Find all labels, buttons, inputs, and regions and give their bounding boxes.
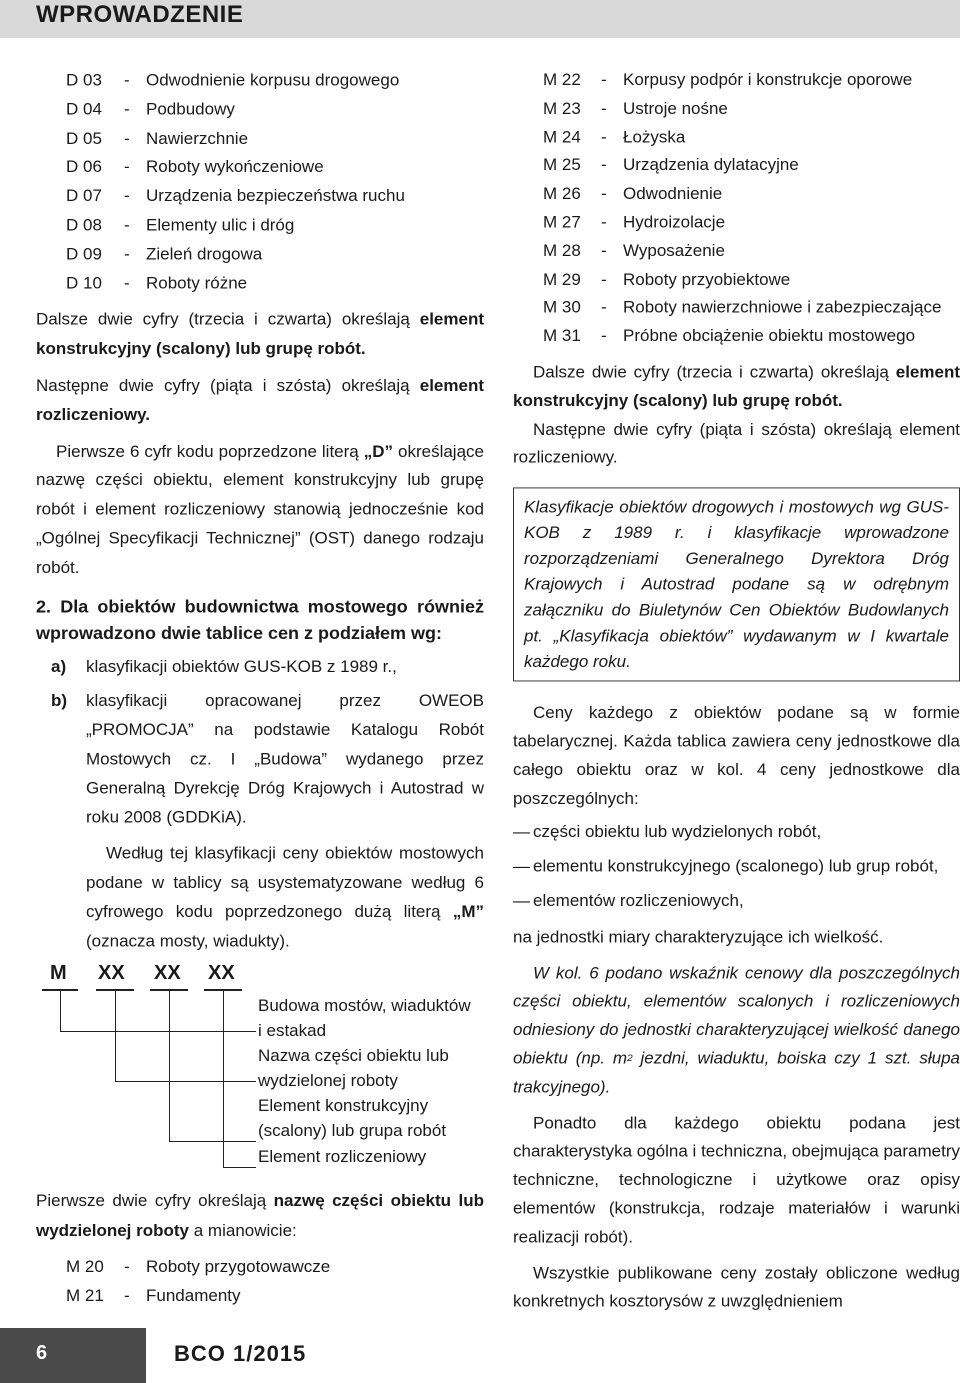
list-item-dash: -: [124, 1286, 130, 1306]
r-paragraph-characteristics: Ponadto dla każdego obiektu podana jest charakterystyka ogólna i techniczna, obejmująca parametry techniczne, technologiczne i użytkowe oraz opisy elementów (konstrukcja, rodzaje materiałów i warunki realizacji robót).: [513, 1113, 960, 1246]
list-item-name: Roboty przygotowawcze: [146, 1256, 331, 1276]
list-item-name: Odwodnienie: [623, 184, 723, 203]
list-item-dash: -: [601, 127, 607, 146]
list-item: [66, 153, 484, 182]
list-item-code: M 23: [543, 99, 581, 118]
list-item-dash: -: [124, 244, 130, 264]
list-item-dash: -: [601, 270, 607, 289]
dash-list-item: — części obiektu lub wydzielonych robót,: [513, 818, 960, 846]
section-2-heading: 2. Dla obiektów budownictwa mostowego również wprowadzono dwie tablice cen z podziałem wg:: [36, 596, 484, 643]
list-item-code: M 22: [543, 70, 581, 89]
list-item-dash: -: [601, 298, 607, 317]
right-column: [513, 66, 960, 1316]
paragraph-m-classification: Według tej klasyfikacji ceny obiektów mostowych podane w tablicy są usystematyzowane według 6 cyfrowego kodu poprzedzonego dużą literą „M” (oznacza mosty, wiadukty).: [86, 844, 484, 950]
list-item: [543, 322, 960, 350]
list-item-dash: -: [124, 215, 130, 235]
diagram-code-2: XX: [154, 962, 181, 984]
list-item-dash: -: [601, 327, 607, 346]
dash-list-item: — elementu konstrukcyjnego (scalonego) lub grup robót,: [513, 853, 960, 881]
connector-1: [115, 991, 116, 1081]
paragraph-fifth-sixth-digits: Następne dwie cyfry (piąta i szósta) określają element rozliczeniowy.: [36, 376, 484, 424]
diagram-code-3: XX: [208, 962, 235, 984]
r-paragraph-third-fourth-digits: Dalsze dwie cyfry (trzecia i czwarta) określają element konstrukcyjny (scalony) lub grupę robót.: [513, 363, 960, 410]
connector-2: [169, 991, 170, 1141]
paragraph-ost-code: Pierwsze 6 cyfr kodu poprzedzone literą „D” określające nazwę części obiektu, element konstrukcyjny lub grupę robót i element rozliczeniowy stanowią jednocześnie kod „Ogólnej Specyfikacji Technicznej” (OST) danego rodzaju robót.: [36, 442, 484, 577]
publication-title: BCO 1/2015: [174, 1341, 307, 1366]
connector-3-h: [223, 1167, 256, 1168]
unit-price-dash-list: [513, 818, 960, 915]
list-item-code: M 24: [543, 127, 581, 146]
diagram-label-1: Budowa mostów, wiaduktów i estakad: [258, 996, 471, 1040]
connector-m: [60, 991, 61, 1031]
list-item-name: Łożyska: [623, 127, 686, 146]
section-title: WPROWADZENIE: [36, 1, 244, 28]
list-item-code: M 31: [543, 327, 581, 346]
list-item-code: M 28: [543, 241, 581, 260]
diagram-label-4: Element rozliczeniowy: [258, 1147, 427, 1166]
list-item-name: Zieleń drogowa: [146, 244, 263, 264]
list-item-dash: -: [124, 1256, 130, 1276]
m-code-list-left: [66, 1252, 484, 1312]
list-item-dash: -: [124, 186, 130, 206]
list-item-dash: -: [124, 128, 130, 148]
list-item: [543, 151, 960, 179]
list-item: [66, 66, 484, 95]
list-item-code: M 25: [543, 156, 581, 175]
list-item-code: D 08: [66, 215, 102, 235]
list-item-name: Odwodnienie korpusu drogowego: [146, 70, 400, 90]
d-code-list: [66, 66, 484, 298]
list-item-name: Nawierzchnie: [146, 128, 249, 148]
connector-2-h: [169, 1141, 256, 1142]
list-item-code: D 03: [66, 70, 102, 90]
r-paragraph-price-tables: Ceny każdego z obiektów podane są w formie tabelarycznej. Każda tablica zawiera ceny jednostkowe dla całego obiektu oraz w kol. 4 ceny jednostkowe dla poszczególnych:: [513, 703, 960, 808]
list-item-name: Roboty wykończeniowe: [146, 157, 324, 177]
list-item-name: Wyposażenie: [623, 241, 725, 260]
classification-note-box: Klasyfikacje obiektów drogowych i mostowych wg GUS-KOB z 1989 r. i klasyfikacje wprowadzone rozporządzeniami Generalnego Dyrektora Dróg Krajowych i Autostrad podane są w odrębnym załączniku do Biuletynów Cen Obiektów Budowlanych pt. „Klasyfikacja obiektów” wydawanym w I kwartale każdego roku.: [513, 488, 960, 682]
page-number-box: [0, 1328, 146, 1383]
diagram-label-2: Nazwa części obiektu lub wydzielonej roboty: [258, 1046, 449, 1090]
list-item-code: M 29: [543, 270, 581, 289]
list-item-name: Urządzenia bezpieczeństwa ruchu: [146, 186, 405, 206]
list-item: [66, 1252, 484, 1282]
list-item-dash: -: [124, 99, 130, 119]
list-item: [543, 123, 960, 151]
code-structure-diagram: [36, 962, 484, 1172]
list-item-code: D 07: [66, 186, 102, 206]
list-item-name: Urządzenia dylatacyjne: [623, 156, 799, 175]
r-paragraph-units: na jednostki miary charakteryzujące ich wielkość.: [513, 927, 884, 946]
page-number: 6: [36, 1342, 48, 1364]
list-item: [543, 66, 960, 94]
list-item-dash: -: [601, 241, 607, 260]
r-paragraph-published-prices: Wszystkie publikowane ceny zostały obliczone według konkretnych kosztorysów z uwzględnieniem: [513, 1263, 960, 1311]
list-item-name: Hydroizolacje: [623, 213, 726, 232]
list-item-name: Elementy ulic i dróg: [146, 215, 295, 235]
list-item: [66, 124, 484, 153]
list-item-code: D 05: [66, 128, 102, 148]
list-item-code: M 20: [66, 1256, 104, 1276]
list-item: [66, 182, 484, 211]
list-item-dash: -: [601, 70, 607, 89]
diagram-code-1: XX: [98, 962, 125, 984]
list-item-code: M 26: [543, 184, 581, 203]
list-item-dash: -: [601, 99, 607, 118]
list-item-code: M 27: [543, 213, 581, 232]
list-item: [66, 269, 484, 298]
list-item: [66, 211, 484, 240]
list-item: [543, 180, 960, 208]
list-item-dash: -: [601, 184, 607, 203]
list-item-code: M 21: [66, 1286, 104, 1306]
left-column: [36, 66, 484, 956]
diagram-code-m: M: [50, 962, 67, 984]
list-item-dash: -: [601, 213, 607, 232]
list-item-name: Roboty nawierzchniowe i zabezpieczające: [623, 298, 942, 317]
r-paragraph-price-index: W kol. 6 podano wskaźnik cenowy dla poszczególnych części obiektu, elementów scalonych i rozliczeniowych odniesiony do jednostki charakteryzującej wielkość danego obiektu (np. $m^2$ jezdni, wiaduktu, boiska czy 1 szt. słupa trakcyjnego).: [513, 963, 960, 1096]
list-item-name: Podbudowy: [146, 99, 235, 119]
list-item-code: D 04: [66, 99, 102, 119]
diagram-label-3: Element konstrukcyjny (scalony) lub grupa robót: [258, 1096, 447, 1140]
list-item: [66, 240, 484, 269]
connector-3: [223, 991, 224, 1167]
dash-list-item: — elementów rozliczeniowych,: [513, 887, 960, 915]
item-a: a) klasyfikacji obiektów GUS-KOB z 1989 r.,: [51, 656, 397, 676]
list-item-name: Roboty przyobiektowe: [623, 270, 791, 289]
left-column-bottom: [36, 1186, 484, 1311]
list-item-code: D 10: [66, 273, 102, 293]
m-code-list-right: [543, 66, 960, 351]
list-item-dash: -: [601, 156, 607, 175]
list-item: [543, 265, 960, 293]
list-item-name: Próbne obciążenie obiektu mostowego: [623, 327, 916, 346]
list-item: [543, 208, 960, 236]
list-item-code: D 09: [66, 244, 102, 264]
list-item: [543, 94, 960, 122]
item-b: b) klasyfikacji opracowanej przez OWEOB „PROMOCJA” na podstawie Katalogu Robót Mostowych cz. I „Budowa” wydanego przez Generalną Dyrekcję Dróg Krajowych i Autostrad w roku 2008 (GDDKiA).: [51, 691, 484, 827]
list-item: [543, 294, 960, 322]
list-item-dash: -: [124, 273, 130, 293]
list-item-name: Roboty różne: [146, 273, 248, 293]
list-item-name: Ustroje nośne: [623, 99, 728, 118]
list-item: [543, 237, 960, 265]
list-item-code: M 30: [543, 298, 581, 317]
list-item-dash: -: [124, 70, 130, 90]
connector-1-h: [115, 1081, 256, 1082]
r-paragraph-fifth-sixth-digits: Następne dwie cyfry (piąta i szósta) określają element rozliczeniowy.: [513, 420, 960, 467]
page-header: [0, 0, 960, 38]
list-item: [66, 1281, 484, 1311]
connector-m-h: [60, 1031, 256, 1032]
list-item-dash: -: [124, 157, 130, 177]
paragraph-first-digits: Pierwsze dwie cyfry określają nazwę części obiektu lub wydzielonej roboty a mianowicie:: [36, 1191, 484, 1240]
list-item-name: Fundamenty: [146, 1286, 241, 1306]
paragraph-third-fourth-digits: Dalsze dwie cyfry (trzecia i czwarta) określają element konstrukcyjny (scalony) lub grupę robót.: [36, 310, 484, 358]
list-item-code: D 06: [66, 157, 102, 177]
list-item-name: Korpusy podpór i konstrukcje oporowe: [623, 70, 913, 89]
list-item: [66, 95, 484, 124]
